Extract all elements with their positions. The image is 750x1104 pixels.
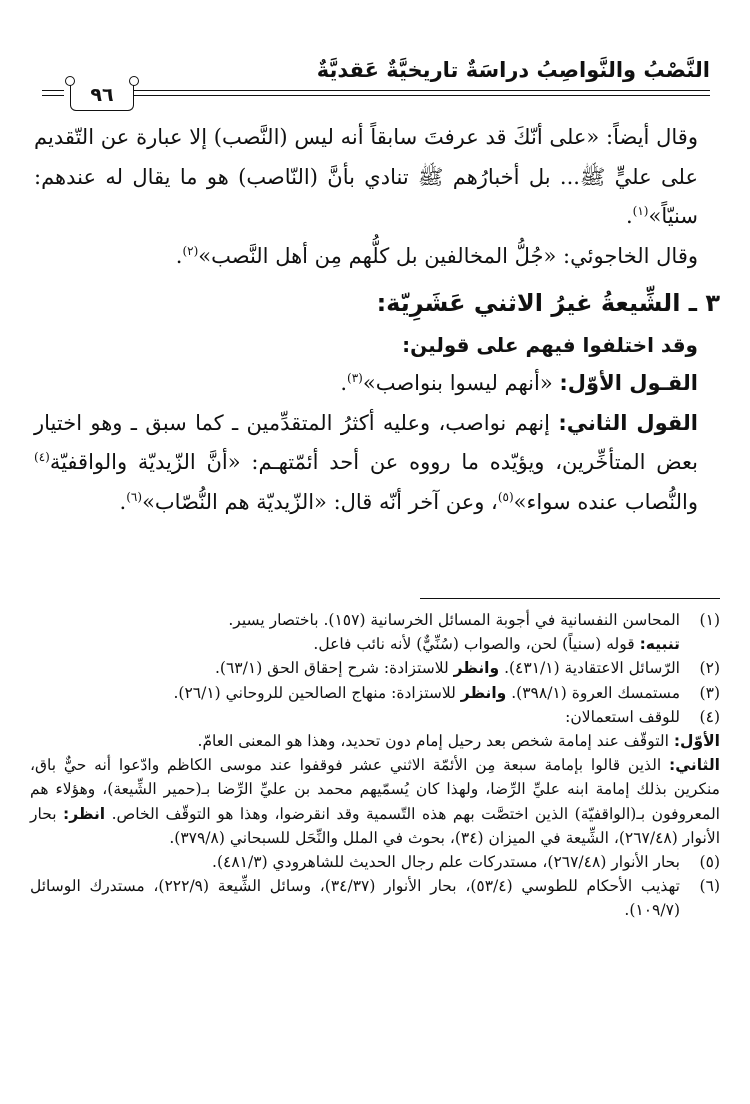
paragraph-2-text: وقال الخاجوئي: «جُلُّ المخالفين بل كلُّهم مِن أهل النَّصب» <box>198 243 698 268</box>
footnote-4-intro: للوقف استعمالان: <box>565 707 680 726</box>
second-opinion-end: . <box>119 489 127 514</box>
footnote-1-note <box>30 632 680 656</box>
footnote-number: (٢) <box>699 659 720 678</box>
section-subheading: وقد اختلفوا فيهم على قولين: <box>402 333 698 357</box>
footnote-4-continued <box>30 729 720 850</box>
footnote-1-text: المحاسن النفسانية في أجوبة المسائل الخرسانية (١٥٧). باختصار يسير. <box>228 611 680 629</box>
footnotes <box>30 608 720 923</box>
first-opinion <box>34 364 720 404</box>
footnote-6-text: تهذيب الأحكام للطوسي (٥٣/٤)، بحار الأنوار (٣٤/٣٧)، وسائل الشِّيعة (٢٢٢/٩)، مستدرك الوسائل (١٠٩/٧). <box>30 877 681 920</box>
page-number: ٩٦ <box>90 84 114 106</box>
footnote-ref-1[interactable]: (١) <box>632 204 649 218</box>
second-opinion <box>34 404 720 523</box>
note-text: قوله (سنياً) لحن، والصواب (سُنِّيٌّ) لأنه نائب فاعل. <box>313 635 635 654</box>
footnote-ref-4[interactable]: (٤) <box>34 450 50 464</box>
first-use-text: التوقّف عند إمامة شخص بعد رحيل إمام دون تحديد، وهذا هو المعنى العامّ. <box>197 732 669 751</box>
footnote-number: (٣) <box>699 683 720 702</box>
second-use-text: الذين قالوا بإمامة سبعة مِن الأئمّة الاثني عشر فوقفوا عند موسى الكاظم وادّعوا أنه حيٌّ باق، منكرين بذلك إمامة ابنه عليِّ الرِّضا، ولهذا كان يُسمّيهم محمد بن عليِّ الرِّضا بـ(حمير الشِّيعة)، وهؤلاء هم المعروفون بـ(الواقفيّة) الذين اختصَّت بهم هذه التّسمية وقد انقرضوا، وهذا هو التوقّف الخاص. <box>30 756 720 823</box>
first-opinion-text: «أنهم ليسوا بنواصب» <box>362 371 553 395</box>
footnote-number: (١) <box>699 611 720 629</box>
second-opinion-label: القول الثاني: <box>558 410 698 435</box>
footnote-3-see: للاستزادة: منهاج الصالحين للروحاني (٢٦/١). <box>173 683 456 702</box>
footnote-separator <box>420 598 720 599</box>
see-label: انظر: <box>63 804 106 823</box>
first-use-label: الأوّل: <box>673 732 720 751</box>
note-label: تنبيه: <box>639 635 680 654</box>
footnote-number: (٤) <box>699 707 720 726</box>
header-dash-secondary <box>42 95 64 96</box>
second-use-label: الثاني: <box>669 756 720 775</box>
footnote-3-source: مستمسك العروة (٣٩٨/١). <box>511 683 680 702</box>
footnote-1 <box>30 608 720 656</box>
footnote-5 <box>30 850 720 874</box>
page-header <box>30 52 710 104</box>
header-rule-secondary <box>130 95 710 96</box>
paragraph-1 <box>34 118 720 237</box>
footnote-2 <box>30 656 720 680</box>
paragraph-2-end: . <box>175 243 183 268</box>
footnote-4-see: بحار الأنوار (٢٦٧/٤٨)، الشِّيعة في الميزان (٣٤)، بحوث في الملل والنِّحَل للسبحاني (٣٧٩/٨). <box>30 804 720 847</box>
footnote-ref-6[interactable]: (٦) <box>126 489 143 504</box>
footnote-4-first <box>30 729 720 753</box>
footnote-4-second <box>30 753 720 850</box>
footnote-4 <box>30 705 720 729</box>
page-number-frame <box>70 80 134 111</box>
header-dash <box>42 90 64 91</box>
header-rule <box>130 90 710 91</box>
footnote-2-see: للاستزادة: شرح إحقاق الحق (٦٣/١). <box>215 659 449 678</box>
see-label: وانظر <box>453 659 500 678</box>
footnote-2-source: الرّسائل الاعتقادية (٤٣١/١). <box>504 659 680 678</box>
second-opinion-text-b: والنُّصاب عنده سواء» <box>513 489 698 514</box>
paragraph-1-end: . <box>625 204 633 228</box>
paragraph-2 <box>34 237 720 277</box>
footnote-ref-3[interactable]: (٣) <box>347 371 363 385</box>
footnote-5-text: بحار الأنوار (٢٦٧/٤٨)، مستدركات علم رجال الحديث للشاهرودي (٤٨١/٣). <box>212 853 680 872</box>
footnote-ref-2[interactable]: (٢) <box>182 243 199 258</box>
running-title: النَّصْبُ والنَّواصِبُ دراسَةٌ تاريخيَّةٌ عَقديَّةٌ <box>316 58 710 82</box>
main-text <box>34 118 720 522</box>
section-heading: ٣ ـ الشِّيعةُ غيرُ الاثني عَشَرِيّة: <box>376 289 720 317</box>
footnote-number: (٦) <box>699 877 720 896</box>
see-label: وانظر <box>460 683 507 702</box>
footnote-number: (٥) <box>699 853 720 872</box>
second-opinion-text-a: إنهم نواصب، وعليه أكثرُ المتقدِّمين ـ كما سبق ـ وهو اختيار بعض المتأخِّرين، ويؤيّده ما رووه عن أحد أئمّتهـم: «أنَّ الزّيديّة والواقفيّة <box>34 410 698 474</box>
first-opinion-end: . <box>340 371 348 395</box>
first-opinion-label: القـول الأوّل: <box>559 371 698 395</box>
footnote-2-text <box>30 656 680 680</box>
footnote-3 <box>30 681 720 705</box>
footnote-ref-5[interactable]: (٥) <box>497 489 514 504</box>
footnote-6 <box>30 874 720 922</box>
second-opinion-text-c: ، وعن آخر أنّه قال: «الزّيديّة هم النُّصّاب» <box>142 489 498 514</box>
footnote-3-text <box>30 681 680 705</box>
paragraph-1-text: وقال أيضاً: «على أنّكَ قد عرفتَ سابقاً أنه ليس (النَّصب) إلا عبارة عن التّقديم على عليٍّ ﷺ... بل أخبارُهم ﷺ تنادي بأنَّ (النّاصب) هو ما يقال له عندهم: سنيّاً» <box>34 125 698 228</box>
